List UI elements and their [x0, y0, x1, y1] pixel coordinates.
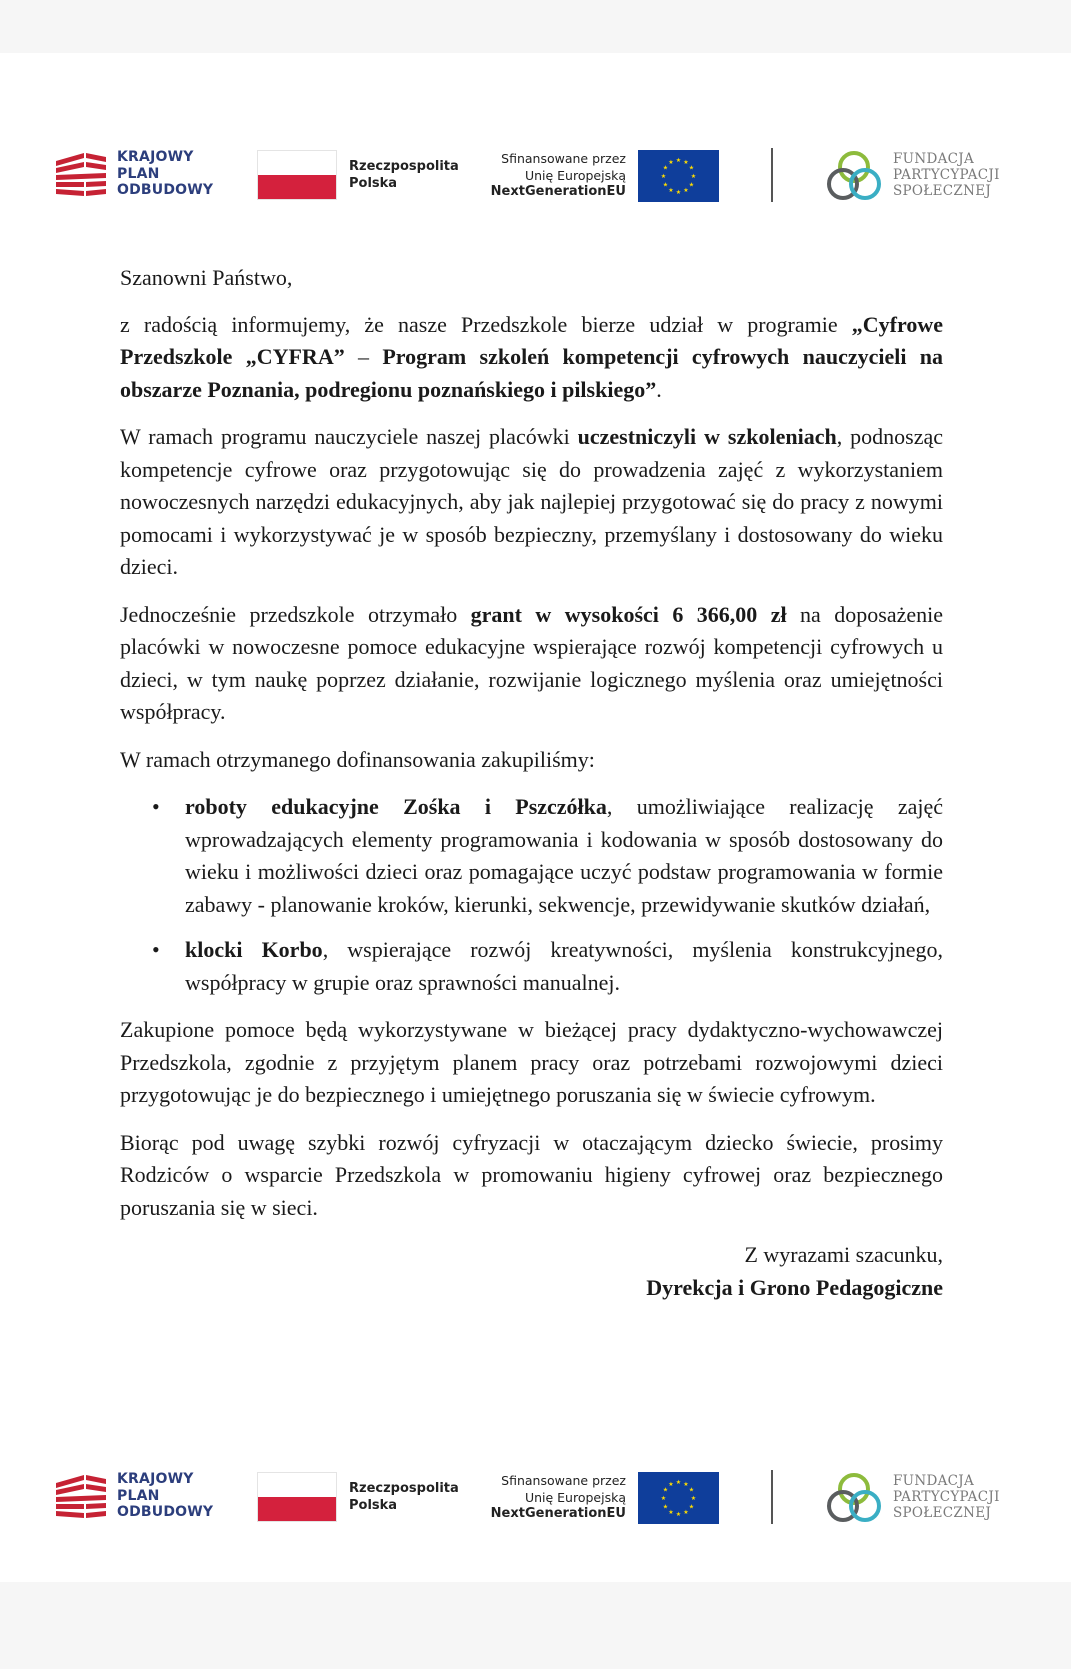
closing-block: [120, 1239, 943, 1304]
letter-body: [120, 262, 943, 1304]
svg-text:★: ★: [668, 1481, 674, 1488]
polish-flag-icon: [257, 1472, 337, 1522]
svg-text:★: ★: [675, 1479, 682, 1486]
logo-divider: [771, 148, 773, 202]
fundacja-partycypacji-logo-icon: [823, 147, 885, 203]
svg-text:★: ★: [690, 173, 697, 180]
paragraph-request: Biorąc pod uwagę szybki rozwój cyfryzacji w otaczającym dziecko świecie, prosimy Rodziców o wsparcie Przedszkola w promowaniu higieny cyfrowej oraz bezpiecznego poruszania się w sieci.: [120, 1129, 943, 1220]
grant-amount: grant w wysokości 6 366,00 zł: [470, 601, 787, 627]
footer-logo-bar: [0, 1465, 1071, 1531]
program-description: Program szkoleń kompetencji cyfrowych nauczycieli na obszarze Poznania, podregionu poznańskiego i pilskiego”: [120, 344, 944, 402]
program-name: „Cyfrowe Przedszkole „CYFRA”: [120, 311, 943, 369]
fundacja-logo-text: FUNDACJA PARTYCYPACJI SPOŁECZNEJ: [893, 1473, 1000, 1521]
krajowy-plan-odbudowy-logo-icon: [56, 149, 106, 201]
eu-flag-icon: [638, 1472, 719, 1524]
svg-text:★: ★: [675, 1511, 682, 1518]
bottom-margin-band: [0, 1582, 1071, 1669]
fundacja-logo-text: FUNDACJA PARTYCYPACJI SPOŁECZNEJ: [893, 151, 1000, 199]
top-margin-band: [0, 0, 1071, 53]
svg-text:★: ★: [662, 181, 669, 189]
svg-text:★: ★: [683, 1481, 689, 1488]
header-logo-bar: [0, 143, 1071, 209]
purchased-items-list: [120, 791, 943, 999]
svg-text:★: ★: [683, 1509, 689, 1516]
eu-flag-icon: [638, 150, 719, 202]
svg-text:★: ★: [688, 181, 695, 189]
eu-funding-text: Sfinansowane przez Unię Europejską NextGenerationEU: [490, 151, 626, 199]
logo-divider: [771, 1470, 773, 1524]
paragraph-grant: Jednocześnie przedszkole otrzymało grant w wysokości 6 366,00 zł na doposażenie placówki w nowoczesne pomoce edukacyjne wspierające rozwój kompetencji cyfrowych u dzieci, w tym naukę poprzez działanie, rozwijanie logicznego myślenia oraz umiejętności współpracy.: [120, 601, 944, 724]
kpo-logo-text: KRAJOWY PLAN ODBUDOWY: [117, 1471, 214, 1520]
svg-text:★: ★: [662, 164, 669, 172]
list-item: • roboty edukacyjne Zośka i Pszczółka, umożliwiające realizację zajęć wprowadzających elementy programowania i kodowania w sposób dostosowany do wieku i możliwości dzieci oraz pomagające uczyć podstaw programowania w formie zabawy - planowanie kroków, kierunki, sekwencje, przewidywanie skutków działań,: [185, 791, 943, 921]
bullet-icon: •: [152, 937, 160, 962]
greeting: Szanowni Państwo,: [120, 265, 293, 290]
svg-text:★: ★: [662, 1486, 669, 1494]
svg-text:★: ★: [688, 164, 695, 172]
signature: Dyrekcja i Grono Pedagogiczne: [646, 1274, 943, 1300]
svg-text:★: ★: [675, 157, 682, 164]
polish-flag-icon: [257, 150, 337, 200]
paragraph-training: W ramach programu nauczyciele naszej placówki uczestniczyli w szkoleniach, podnosząc kompetencje cyfrowe oraz przygotowując się do prowadzenia zajęć z wykorzystaniem nowoczesnych narzędzi edukacyjnych, aby jak najlepiej przygotować się do pracy z nowymi pomocami i wykorzystywać je w sposób bezpieczny, przemyślany i dostosowany do wieku dzieci.: [120, 424, 943, 579]
svg-text:★: ★: [668, 159, 674, 166]
paragraph-program: z radością informujemy, że nasze Przedszkole bierze udział w programie „Cyfrowe Przedszkole „CYFRA” – Program szkoleń kompetencji cyfrowych nauczycieli na obszarze Poznania, podregionu poznańskiego i pilskiego”.: [120, 311, 944, 402]
paragraph-purchases-intro: W ramach otrzymanego dofinansowania zakupiliśmy:: [120, 746, 595, 772]
eu-funding-text: Sfinansowane przez Unię Europejską NextGenerationEU: [490, 1473, 626, 1521]
svg-text:★: ★: [668, 187, 674, 194]
paragraph-usage: Zakupione pomoce będą wykorzystywane w bieżącej pracy dydaktyczno-wychowawczej Przedszkola, zgodnie z przyjętym planem pracy oraz potrzebami rozwojowymi dzieci przygotowując je do bezpiecznego i umiejętnego poruszania się w świecie cyfrowym.: [120, 1017, 943, 1107]
fundacja-partycypacji-logo-icon: [823, 1469, 885, 1525]
svg-text:★: ★: [688, 1503, 695, 1511]
svg-text:★: ★: [660, 1495, 667, 1502]
svg-text:★: ★: [690, 1495, 697, 1502]
svg-text:★: ★: [683, 187, 689, 194]
list-item: • klocki Korbo, wspierające rozwój kreatywności, myślenia konstrukcyjnego, współpracy w grupie oraz sprawności manualnej.: [185, 934, 943, 999]
closing-phrase: Z wyrazami szacunku,: [744, 1242, 943, 1267]
rzeczpospolita-polska-text: Rzeczpospolita Polska: [349, 1481, 459, 1513]
svg-text:★: ★: [688, 1486, 695, 1494]
svg-text:★: ★: [683, 159, 689, 166]
bullet-icon: •: [152, 794, 160, 819]
rzeczpospolita-polska-text: Rzeczpospolita Polska: [349, 159, 459, 191]
svg-text:★: ★: [675, 189, 682, 196]
svg-text:★: ★: [660, 173, 667, 180]
krajowy-plan-odbudowy-logo-icon: [56, 1471, 106, 1523]
kpo-logo-text: KRAJOWY PLAN ODBUDOWY: [117, 149, 214, 198]
svg-text:★: ★: [668, 1509, 674, 1516]
svg-text:★: ★: [662, 1503, 669, 1511]
